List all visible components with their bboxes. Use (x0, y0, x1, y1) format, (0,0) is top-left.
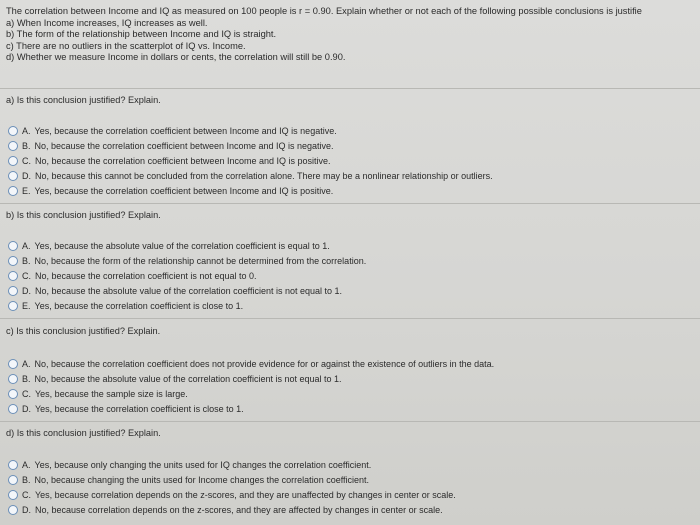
option-b-A[interactable] (8, 239, 330, 253)
option-text: Yes, because the correlation coefficient is close to 1. (35, 404, 244, 414)
radio-button[interactable] (8, 271, 18, 281)
option-letter: D. (22, 404, 31, 414)
question-d-heading: d) Is this conclusion justified? Explain. (6, 428, 161, 438)
option-letter: A. (22, 460, 31, 470)
radio-button[interactable] (8, 141, 18, 151)
radio-button[interactable] (8, 241, 18, 251)
option-letter: D. (22, 505, 31, 515)
option-letter: A. (22, 241, 31, 251)
option-letter: C. (22, 271, 31, 281)
option-text: Yes, because the sample size is large. (35, 389, 188, 399)
option-c-C[interactable] (8, 387, 188, 401)
option-text: No, because the correlation coefficient between Income and IQ is positive. (35, 156, 331, 166)
option-letter: B. (22, 141, 31, 151)
radio-button[interactable] (8, 186, 18, 196)
option-text: Yes, because the correlation coefficient is close to 1. (34, 301, 244, 311)
option-text: No, because the absolute value of the correlation coefficient is not equal to 1. (34, 374, 342, 384)
option-letter: A. (22, 359, 31, 369)
option-d-C[interactable] (8, 488, 456, 502)
option-text: No, because the correlation coefficient between Income and IQ is negative. (34, 141, 334, 151)
option-b-E[interactable] (8, 299, 243, 313)
option-letter: B. (22, 475, 31, 485)
option-d-D[interactable] (8, 503, 443, 517)
option-text: No, because the absolute value of the correlation coefficient is not equal to 1. (35, 286, 343, 296)
option-d-A[interactable] (8, 458, 371, 472)
divider (0, 203, 700, 204)
option-b-B[interactable] (8, 254, 366, 268)
option-a-A[interactable] (8, 124, 337, 138)
radio-button[interactable] (8, 490, 18, 500)
option-text: No, because changing the units used for Income changes the correlation coefficient. (34, 475, 370, 485)
option-text: No, because the correlation coefficient is not equal to 0. (35, 271, 257, 281)
option-letter: A. (22, 126, 31, 136)
option-a-C[interactable] (8, 154, 331, 168)
option-letter: E. (22, 301, 31, 311)
option-b-C[interactable] (8, 269, 256, 283)
divider (0, 318, 700, 319)
option-a-B[interactable] (8, 139, 334, 153)
radio-button[interactable] (8, 126, 18, 136)
radio-button[interactable] (8, 256, 18, 266)
question-b-heading: b) Is this conclusion justified? Explain. (6, 210, 161, 220)
option-text: Yes, because correlation depends on the z-scores, and they are unaffected by changes in center or scale. (35, 490, 456, 500)
option-text: Yes, because the correlation coefficient between Income and IQ is negative. (34, 126, 337, 136)
option-letter: D. (22, 171, 31, 181)
claim-a-text: a) When Income increases, IQ increases as well. (6, 17, 208, 28)
divider (0, 421, 700, 422)
question-c-heading: c) Is this conclusion justified? Explain. (6, 326, 161, 336)
option-letter: C. (22, 389, 31, 399)
radio-button[interactable] (8, 286, 18, 296)
option-letter: E. (22, 186, 31, 196)
radio-button[interactable] (8, 404, 18, 414)
option-letter: C. (22, 156, 31, 166)
option-c-D[interactable] (8, 402, 244, 416)
option-c-B[interactable] (8, 372, 342, 386)
option-letter: B. (22, 256, 31, 266)
radio-button[interactable] (8, 156, 18, 166)
option-c-A[interactable] (8, 357, 494, 371)
radio-button[interactable] (8, 389, 18, 399)
option-text: Yes, because the correlation coefficient between Income and IQ is positive. (34, 186, 334, 196)
radio-button[interactable] (8, 301, 18, 311)
option-text: Yes, because the absolute value of the correlation coefficient is equal to 1. (34, 241, 330, 251)
radio-button[interactable] (8, 374, 18, 384)
option-a-D[interactable] (8, 169, 493, 183)
divider (0, 88, 700, 89)
option-letter: B. (22, 374, 31, 384)
option-text: No, because this cannot be concluded from the correlation alone. There may be a nonlinear relationship or outliers. (35, 171, 493, 181)
option-text: Yes, because only changing the units used for IQ changes the correlation coefficient. (34, 460, 372, 470)
claim-c-text: c) There are no outliers in the scatterplot of IQ vs. Income. (6, 40, 246, 51)
question-a-heading: a) Is this conclusion justified? Explain. (6, 95, 161, 105)
option-text: No, because the correlation coefficient does not provide evidence for or against the existence of outliers in the data. (34, 359, 495, 369)
option-letter: D. (22, 286, 31, 296)
radio-button[interactable] (8, 505, 18, 515)
problem-intro-text: The correlation between Income and IQ as measured on 100 people is r = 0.90. Explain whether or not each of the following possible conclusions is justifie (6, 6, 642, 16)
option-a-E[interactable] (8, 184, 333, 198)
claim-d-text: d) Whether we measure Income in dollars or cents, the correlation will still be 0.90. (6, 52, 346, 63)
option-d-B[interactable] (8, 473, 369, 487)
option-b-D[interactable] (8, 284, 342, 298)
option-text: No, because correlation depends on the z-scores, and they are affected by changes in center or scale. (35, 505, 443, 515)
claim-b-text: b) The form of the relationship between Income and IQ is straight. (6, 29, 277, 40)
radio-button[interactable] (8, 359, 18, 369)
radio-button[interactable] (8, 460, 18, 470)
option-text: No, because the form of the relationship cannot be determined from the correlation. (34, 256, 367, 266)
problem-statement (6, 6, 700, 64)
option-letter: C. (22, 490, 31, 500)
radio-button[interactable] (8, 475, 18, 485)
radio-button[interactable] (8, 171, 18, 181)
